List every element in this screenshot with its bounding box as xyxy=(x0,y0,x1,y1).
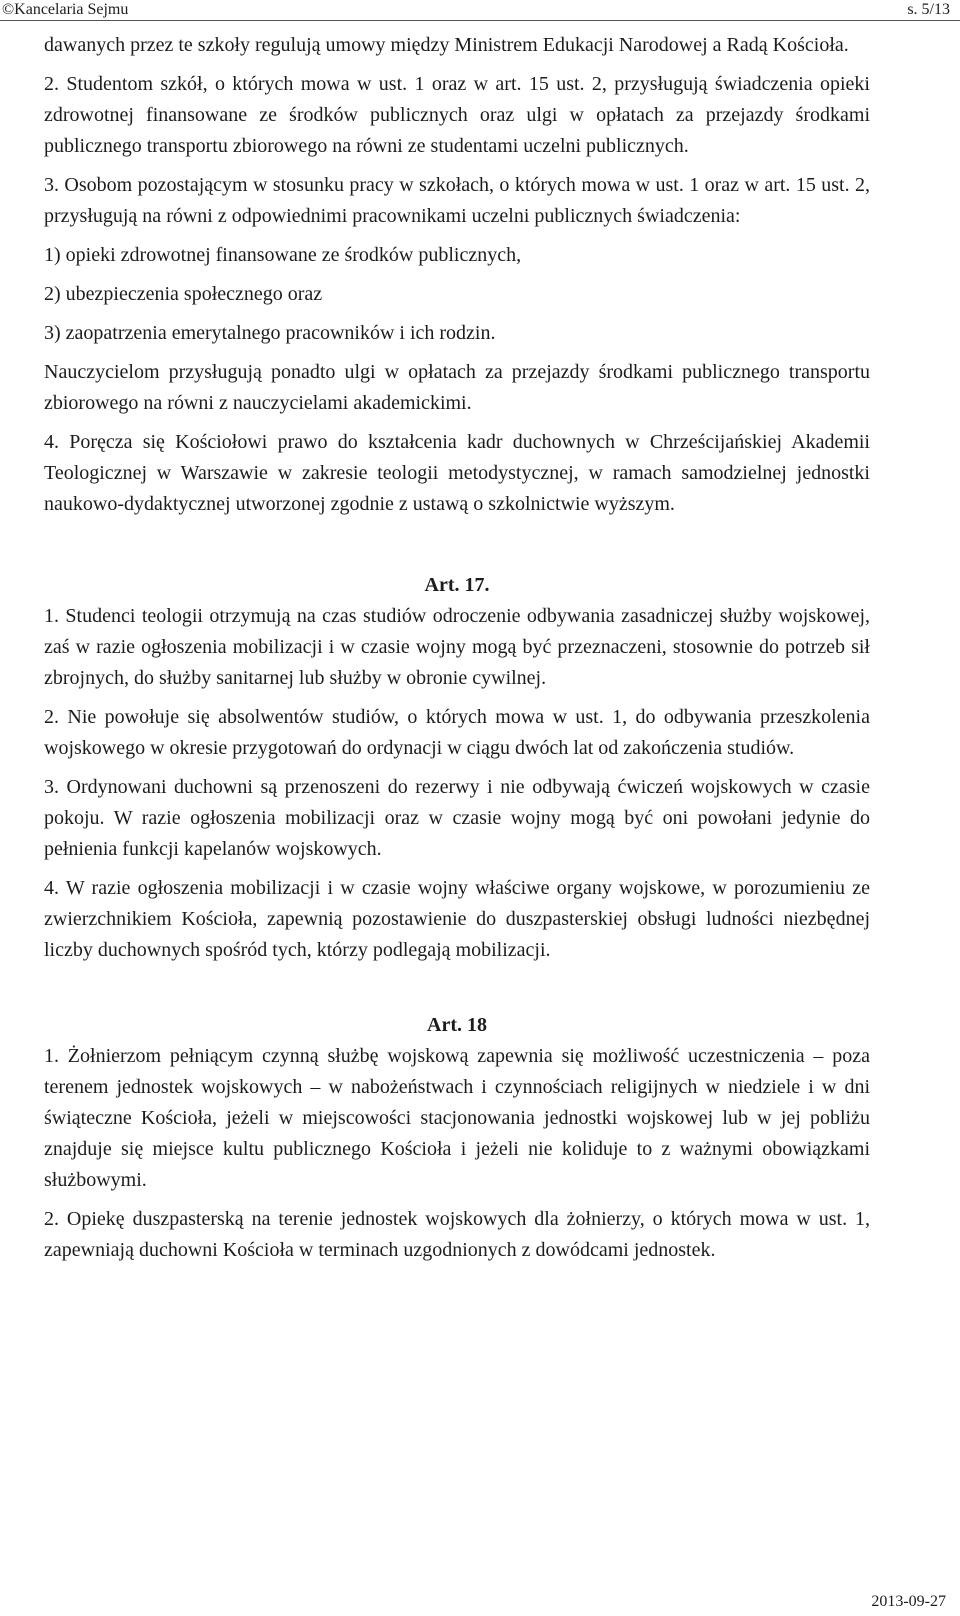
copyright-label: ©Kancelaria Sejmu xyxy=(2,1,129,18)
article-17-title: Art. 17. xyxy=(424,574,490,596)
document-date: 2013-09-27 xyxy=(871,1593,946,1610)
paragraph-4: 4. Poręcza się Kościołowi prawo do kształcenia kadr duchownych w Chrześcijańskiej Akademii Teologicznej w Warszawie w zakresie teologii metodystycznej, w ramach samodzielnej jednostki naukowo-dydaktycznej utworzonej zgodnie z ustawą o szkolnictwie wyższym. xyxy=(44,431,870,515)
page-header xyxy=(0,0,960,20)
article-18-paragraph-1: 1. Żołnierzom pełniącym czynną służbę wojskową zapewnia się możliwość uczestniczenia – poza terenem jednostek wojskowych – w nabożeństwach i czynnościach religijnych w niedziele i w dni świąteczne Kościoła, jeżeli w miejscowości stacjonowania jednostki wojskowej lub w jej pobliżu znajduje się miejsce kultu publicznego Kościoła i jeżeli nie koliduje to z ważnymi obowiązkami służbowymi. xyxy=(44,1045,870,1191)
list-item: 3) zaopatrzenia emerytalnego pracowników i ich rodzin. xyxy=(44,322,496,344)
paragraph-3: 3. Osobom pozostającym w stosunku pracy w szkołach, o których mowa w ust. 1 oraz w art. 15 ust. 2, przysługują na równi z odpowiednimi pracownikami uczelni publicznych świadczenia: xyxy=(44,174,870,227)
document-body xyxy=(44,30,870,1274)
article-17-paragraph-1: 1. Studenci teologii otrzymują na czas studiów odroczenie odbywania zasadniczej służby wojskowej, zaś w razie ogłoszenia mobilizacji i w czasie wojny mogą być przeznaczeni, stosownie do potrzeb sił zbrojnych, do służby sanitarnej lub służby w obronie cywilnej. xyxy=(44,605,870,689)
article-18-title: Art. 18 xyxy=(427,1014,487,1036)
page-number: s. 5/13 xyxy=(907,1,950,18)
article-18-paragraph-2: 2. Opiekę duszpasterską na terenie jednostek wojskowych dla żołnierzy, o których mowa w ust. 1, zapewniają duchowni Kościoła w terminach uzgodnionych z dowódcami jednostek. xyxy=(44,1208,870,1261)
paragraph-2: 2. Studentom szkół, o których mowa w ust. 1 oraz w art. 15 ust. 2, przysługują świadczenia opieki zdrowotnej finansowane ze środków publicznych oraz ulgi w opłatach za przejazdy środkami publicznego transportu zbiorowego na równi ze studentami uczelni publicznych. xyxy=(44,73,870,157)
list-item: 2) ubezpieczenia społecznego oraz xyxy=(44,283,323,305)
paragraph-teachers: Nauczycielom przysługują ponadto ulgi w opłatach za przejazdy środkami publicznego transportu zbiorowego na równi z nauczycielami akademickimi. xyxy=(44,361,870,414)
article-17-paragraph-2: 2. Nie powołuje się absolwentów studiów, o których mowa w ust. 1, do odbywania przeszkolenia wojskowego w okresie przygotowań do ordynacji w ciągu dwóch lat od zakończenia studiów. xyxy=(44,706,870,759)
header-divider xyxy=(0,20,960,21)
list-item: 1) opieki zdrowotnej finansowane ze środków publicznych, xyxy=(44,244,522,266)
paragraph-continuation: dawanych przez te szkoły regulują umowy między Ministrem Edukacji Narodowej a Radą Kościoła. xyxy=(44,34,849,56)
article-17-paragraph-3: 3. Ordynowani duchowni są przenoszeni do rezerwy i nie odbywają ćwiczeń wojskowych w czasie pokoju. W razie ogłoszenia mobilizacji oraz w czasie wojny mogą być oni powołani jedynie do pełnienia funkcji kapelanów wojskowych. xyxy=(44,776,870,860)
article-17-paragraph-4: 4. W razie ogłoszenia mobilizacji i w czasie wojny właściwe organy wojskowe, w porozumieniu ze zwierzchnikiem Kościoła, zapewnią pozostawienie do duszpasterskiej obsługi ludności niezbędnej liczby duchownych spośród tych, którzy podlegają mobilizacji. xyxy=(44,877,870,961)
